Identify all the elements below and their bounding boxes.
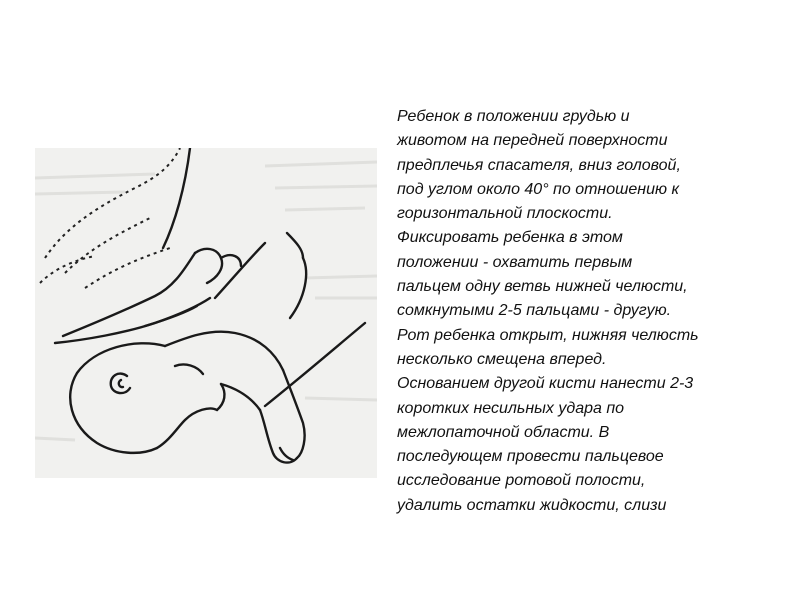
infant-back-blows-drawing-icon bbox=[35, 148, 377, 478]
instruction-text: Ребенок в положении грудью и животом на передней поверхности предплечья спасателя, вниз головой, под углом около 40° по отношению к горизонтальной плоскости. Фиксировать ребенка в этом положении - охватить первым пальцем одну ветвь нижней челюсти, сомкнутыми 2-5 пальцами - другую. Рот ребенка открыт, нижняя челюсть несколько смещена вперед. Основанием другой кисти нанести 2-3 коротких несильных удара по межлопаточной области. В последующем провести пальцевое исследование ротовой полости, удалить остатки жидкости, слизи bbox=[397, 108, 699, 514]
infant-back-blows-illustration bbox=[35, 148, 377, 478]
